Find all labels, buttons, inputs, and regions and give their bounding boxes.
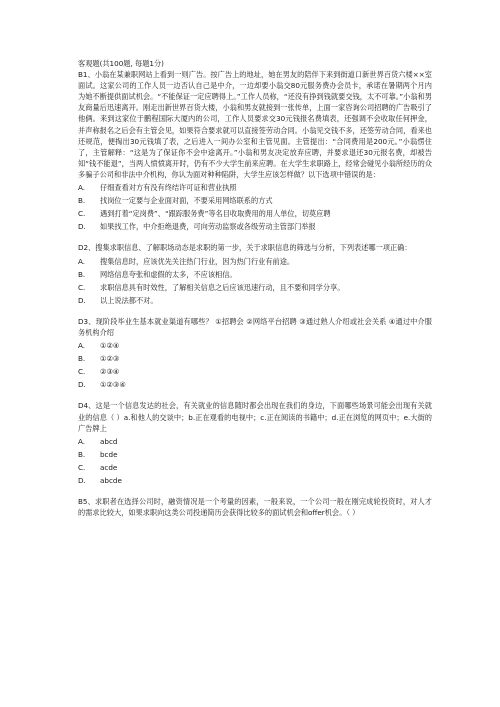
option-a: A. 仔细查看对方有没有终结许可证和营业执照 (78, 183, 237, 193)
option-b: B. 找岗位一定要与企业面对面，不要采用网络联系的方式 (78, 196, 273, 206)
question-text: D2、搜集求职信息、了解职场动态是求职的第一步，关于求职信息的筛选与分析，下列表述哪一项正确： (78, 243, 412, 253)
option-a: A. 搜集信息时，应该优先关注热门行业，因为热门行业有前途。 (78, 256, 295, 266)
option-b: B. ①②③ (78, 354, 120, 364)
question-5 (78, 496, 432, 518)
option-c: C. acde (78, 462, 118, 472)
option-a: A. abcd (78, 436, 118, 446)
option-b: B. bcde (78, 449, 118, 459)
option-c: C. 求职信息具有时效性，了解相关信息之后应该迅速行动，且不要和同学分享。 (78, 282, 345, 292)
option-d: D. abcde (78, 476, 122, 485)
question-3 (78, 316, 432, 391)
option-d: D. 以上说法都不对。 (78, 295, 158, 305)
option-d: D. ①②③④ (78, 380, 126, 390)
option-c: C. 遇到打着“定岗费”、“跟踪服务费”等名目收取费用的用人单位，切莫应聘 (78, 209, 331, 219)
option-c: C. ②③④ (78, 367, 120, 377)
option-b: B. 网络信息夸张和虚假的太多，不应该相信。 (78, 269, 237, 279)
question-text: B5、求职者在选择公司时，融资情况是一个考量的因素，一般来说，一个公司一般在刚完成轮投资时，对人才的需求比较大，如果求职向这类公司投递简历会获得比较多的面试机会和offer机会。（ ） (78, 497, 432, 518)
section-header: 客观题(共100题, 每题1分) (78, 59, 164, 68)
question-1 (78, 69, 432, 232)
option-d: D. 如果找工作，中介拒绝退费，可向劳动监察或各级劳动主管部门举报 (78, 222, 316, 232)
option-a: A. ①②④ (78, 341, 120, 351)
question-text: D4、这是一个信息发达的社会，有关就业的信息随时都会出现在我们的身边，下面哪些场景可能会出现有关就业的信息（ ）a.和他人的交谈中；b.正在观看的电视中；c.正在阅读的书籍中；d.正在浏览的网页中；e.大街的广告牌上 (78, 401, 432, 433)
question-4 (78, 400, 432, 486)
document-page (78, 58, 432, 518)
question-text: D3、现阶段毕业生基本就业渠道有哪些？ ①招聘会 ②网络平台招聘 ③通过熟人介绍或社会关系 ④通过中介服务机构介绍 (78, 316, 432, 337)
question-2 (78, 242, 432, 305)
question-text: B1、小翁在某兼职网站上看到一则广告。按广告上的地址，她在男友的陪伴下来到街道口新世界百货六楼××室面试。这家公司的工作人员一边否认自己是中介，一边却要小翁交80元服务费办会员卡，承诺在暑期两个月内为她不断提供面试机会。“不能保证一定应聘得上。”工作人员称，“还没有挣到钱就要交钱，太不可靠。”小翁和男友商量后迅速离开。刚走出新世界百货大楼，小翁和男友就接到一张传单，上面一家咨询公司招聘的广告吸引了他俩。来到这家位于鹏程国际大厦内的公司，工作人员要求交30元钱报名费填表，还强调不会收取任何押金，并声称报名之后会有主管会见，如果符合要求就可以直接签劳动合同。小翁见交钱不多，还签劳动合同，看来也还规范，便掏出30元钱填了表，之后进入一间办公室和主管见面。主管提出：“合同费用是200元。”小翁愣住了，主管解释：“这是为了保证你不会中途离开。”小翁和男友决定放弃应聘，并要求退还30元报名费，却被告知“钱不能退”，当两人愤愤离开时，仍有不少大学生前来应聘。在大学生求职路上，经常会碰见小翁所经历的众多骗子公司和非法中介机构，你认为面对种种陷阱，大学生应该怎样做？以下选项中错误的是： (78, 70, 432, 179)
